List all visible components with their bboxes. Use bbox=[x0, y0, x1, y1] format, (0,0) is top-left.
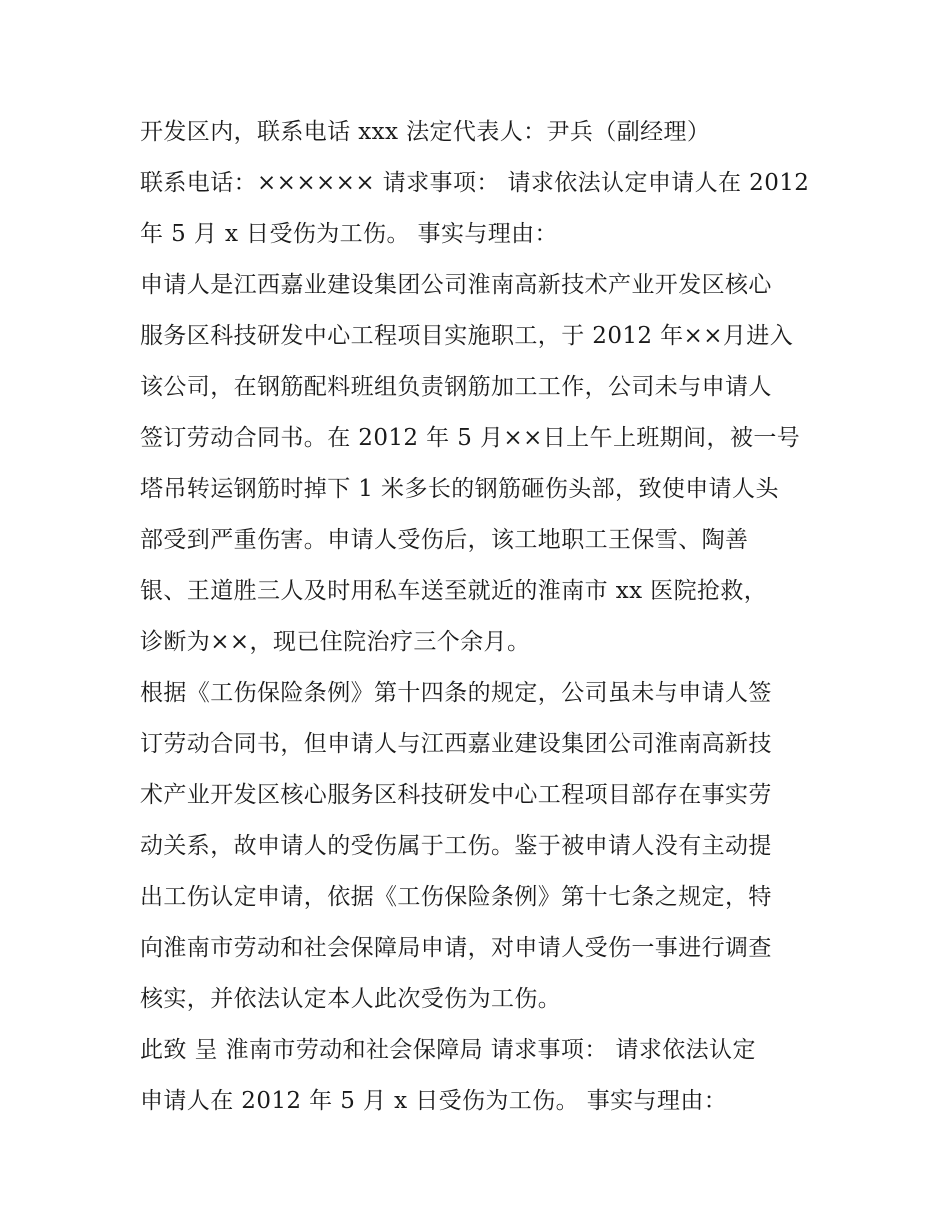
text-line: 银、王道胜三人及时用私车送至就近的淮南市 xx 医院抢救， bbox=[140, 578, 768, 604]
text-line: 塔吊转运钢筋时掉下 1 米多长的钢筋砸伤头部，致使申请人头 bbox=[140, 476, 779, 502]
text-line: 出工伤认定申请，依据《工伤保险条例》第十七条之规定，特 bbox=[140, 884, 772, 910]
text-line: 联系电话：×××××× 请求事项： 请求依法认定申请人在 2012 bbox=[140, 170, 810, 196]
text-line: 订劳动合同书，但申请人与江西嘉业建设集团公司淮南高新技 bbox=[140, 731, 772, 757]
text-line: 签订劳动合同书。在 2012 年 5 月××日上午上班期间，被一号 bbox=[140, 425, 801, 451]
text-line: 服务区科技研发中心工程项目实施职工，于 2012 年××月进入 bbox=[140, 323, 794, 349]
text-line: 申请人在 2012 年 5 月 x 日受伤为工伤。 事实与理由： bbox=[140, 1088, 728, 1114]
text-line: 动关系，故申请人的受伤属于工伤。鉴于被申请人没有主动提 bbox=[140, 833, 772, 859]
text-line: 开发区内，联系电话 xxx 法定代表人：尹兵（副经理） bbox=[140, 119, 711, 145]
text-line: 年 5 月 x 日受伤为工伤。 事实与理由： bbox=[140, 221, 558, 247]
text-line: 根据《工伤保险条例》第十四条的规定，公司虽未与申请人签 bbox=[140, 680, 772, 706]
document-body bbox=[140, 107, 820, 1127]
text-line: 诊断为××，现已住院治疗三个余月。 bbox=[140, 629, 531, 655]
text-line: 此致 呈 淮南市劳动和社会保障局 请求事项： 请求依法认定 bbox=[140, 1037, 756, 1063]
text-line: 该公司，在钢筋配料班组负责钢筋加工工作，公司未与申请人 bbox=[140, 374, 772, 400]
text-line: 部受到严重伤害。申请人受伤后，该工地职工王保雪、陶善 bbox=[140, 527, 749, 553]
text-line: 申请人是江西嘉业建设集团公司淮南高新技术产业开发区核心 bbox=[140, 272, 772, 298]
text-line: 向淮南市劳动和社会保障局申请，对申请人受伤一事进行调查 bbox=[140, 935, 772, 961]
text-line: 核实，并依法认定本人此次受伤为工伤。 bbox=[140, 986, 562, 1012]
text-line: 术产业开发区核心服务区科技研发中心工程项目部存在事实劳 bbox=[140, 782, 772, 808]
